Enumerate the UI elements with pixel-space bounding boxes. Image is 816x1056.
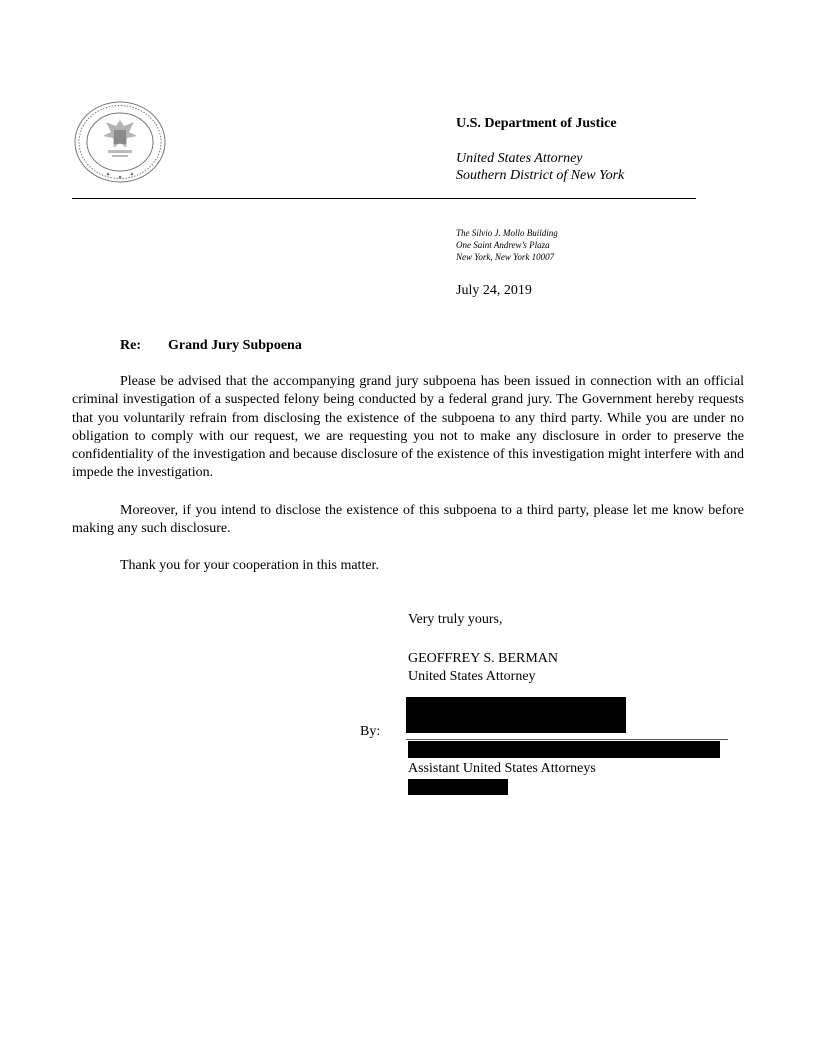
office-address (456, 227, 558, 263)
signature-line (406, 739, 728, 740)
redacted-contact-info (408, 779, 508, 795)
signer-block (408, 650, 558, 686)
office-line-1: United States Attorney (456, 151, 583, 166)
signer-title: United States Attorney (408, 669, 536, 684)
doj-seal-icon (72, 100, 168, 184)
redacted-attorney-names (408, 741, 720, 758)
by-label: By: (360, 724, 381, 739)
subject-text: Grand Jury Subpoena (168, 338, 302, 353)
assistant-attorneys-title: Assistant United States Attorneys (408, 761, 596, 776)
address-line-2: One Saint Andrew’s Plaza (456, 240, 550, 250)
office-line-2: Southern District of New York (456, 168, 625, 183)
closing-salutation: Very truly yours, (408, 612, 503, 627)
letter-date: July 24, 2019 (456, 283, 532, 298)
address-line-1: The Silvio J. Mollo Building (456, 228, 558, 238)
address-line-3: New York, New York 10007 (456, 252, 555, 262)
redacted-signature (406, 697, 626, 733)
body-paragraph-3: Thank you for your cooperation in this matter. (120, 558, 379, 573)
signer-name: GEOFFREY S. BERMAN (408, 651, 559, 666)
subject-label: Re: (120, 338, 141, 353)
body-paragraph-1: Please be advised that the accompanying grand jury subpoena has been issued in connection with an official criminal investigation of a suspected felony being conducted by a federal grand jury. The Government hereby requests that you voluntarily refrain from disclosing the existence of the subpoena to any third party. While you are under no obligation to comply with our request, we are requesting you not to make any disclosure in order to preserve the confidentiality of the investigation and because disclosure of the existence of this investigation might interfere with and impede the investigation. (72, 374, 744, 481)
agency-name: U.S. Department of Justice (456, 116, 617, 131)
body-paragraph-2: Moreover, if you intend to disclose the existence of this subpoena to a third party, please let me know before making any such disclosure. (72, 503, 744, 537)
letterhead-divider (72, 198, 696, 199)
subject-line (120, 338, 302, 354)
office-block (456, 150, 624, 184)
